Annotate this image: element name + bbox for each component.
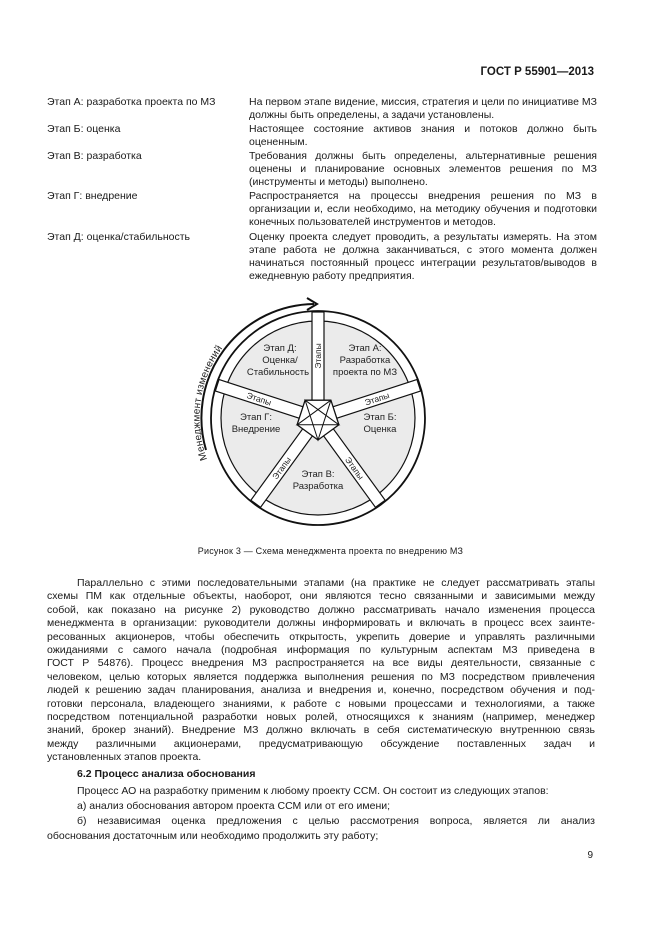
stage-description: Настоящее состояние активов знания и потоков должно быть оцененным.: [249, 123, 597, 148]
spoke-label: Этапы: [270, 454, 294, 482]
text-line: людей к решению задач планирования, анализа и внедрения и, конечно, посредством обучения и под-: [47, 684, 595, 696]
page-number: 9: [587, 850, 593, 861]
spoke-label: Этапы: [313, 343, 323, 369]
stage-name: Этап Д: оценка/стабильность: [47, 231, 191, 243]
text-line: а) анализ обоснования автором проекта ССМ или от его имени;: [77, 800, 391, 812]
wedge-g-line: Этап Г:: [240, 412, 272, 423]
text-line: готовки персонала, владеющего знаниями, к работе с новыми процессами и технологиями, а также: [47, 698, 595, 710]
text-line: ресованных акционеров, чтобы обеспечить открытость, укрепить доверие и управлять различными: [47, 631, 595, 643]
stage-name: Этап А: разработка проекта по МЗ: [47, 96, 216, 108]
stage-description: Распространяется на процессы внедрения решения по МЗ в организации и, если необходимо, на методику обучения и подготовки конечных пользователей инструментов и методов.: [249, 190, 597, 228]
wedge-g-line: Внедрение: [231, 424, 281, 435]
text-line: обоснования достаточным или необходимо продолжить эту работу;: [47, 830, 379, 842]
wedge-v-line: Разработка: [292, 481, 344, 492]
wedge-a-line: проекта по МЗ: [332, 367, 398, 378]
text-line: б) независимая оценка предложения с целью рассмотрения вопроса, является ли анализ: [77, 815, 595, 827]
text-line: между различными акционерами, предусматривающую обсуждение поставленных задач и: [47, 738, 595, 750]
text-line: ожиданиями с самого начала (подробная информация по культурным аспектам МЗ приведена в: [47, 644, 595, 656]
text-line: человеком, целью которых является поддержка выполнения решения по МЗ посредством привлечения: [47, 671, 595, 683]
text-line: Процесс АО на разработку применим к любому проекту ССМ. Он состоит из следующих этапов:: [77, 785, 549, 797]
document-id: ГОСТ Р 55901—2013: [480, 66, 594, 78]
spoke-label: Этапы: [245, 390, 273, 408]
section-heading: 6.2 Процесс анализа обоснования: [77, 768, 256, 780]
text-line: менеджмента в организации: руководители должны информировать и включать в процесс всех заинте-: [47, 617, 595, 629]
text-line: посредством потенциальной разработки новых ролей, относящихся к знаниям (например, менеджер: [47, 711, 595, 723]
stage-description: Оценку проекта следует проводить, а результаты измерять. На этом этапе работа не должна заканчиваться, с этого момента должен начинаться постоянный процесс интеграции результатов/выводов в ежедневную работу предприятия.: [249, 231, 597, 282]
stage-name: Этап Г: внедрение: [47, 190, 138, 202]
spoke-label: Этапы: [342, 454, 366, 482]
wedge-b-line: Этап Б:: [363, 412, 397, 423]
wedge-d-line: Стабильность: [246, 367, 310, 378]
spoke-label: Этапы: [363, 390, 391, 408]
stage-name: Этап Б: оценка: [47, 123, 121, 135]
wedge-v-line: Этап В:: [301, 469, 335, 480]
text-line: ГОСТ Р 54876). Процесс внедрения МЗ распространяется на все виды деятельности, связанные с: [47, 657, 595, 669]
text-line: знаний, брокер знаний). Внедрение МЗ должно включать в себя систематическую внутреннюю связь: [47, 724, 595, 736]
stage-name: Этап В: разработка: [47, 150, 142, 162]
wedge-d-line: Этап Д:: [263, 343, 297, 354]
wedge-d-line: Оценка/: [262, 355, 298, 366]
text-line: схемы ПМ как отдельные объекты, наоборот, они являются тесно связанными и зависимыми между: [47, 590, 595, 602]
text-line: установленных этапов проекта.: [47, 751, 202, 763]
stage-description: На первом этапе видение, миссия, стратегия и цели по инициативе МЗ должны быть определены, а задачи установлены.: [249, 96, 597, 121]
text-line: Параллельно с этими последовательными этапами (на практике не следует рассматривать этапы: [77, 577, 595, 589]
wedge-a-line: Разработка: [339, 355, 391, 366]
figure-caption: Рисунок 3 — Схема менеджмента проекта по внедрению МЗ: [197, 546, 464, 556]
wedge-a-line: Этап А:: [348, 343, 382, 354]
stage-description: Требования должны быть определены, альтернативные решения оценены и планирование основных элементов решения по МЗ (инструменты и методы) выполнено.: [249, 150, 597, 188]
wedge-b-line: Оценка: [363, 424, 397, 435]
arc-label-text: Менеджмент изменений: [191, 343, 225, 462]
project-management-diagram: [190, 290, 450, 540]
text-line: собой, как показано на рисунке 2) руководство должно рассматривать начало изменения процесса: [47, 604, 595, 616]
